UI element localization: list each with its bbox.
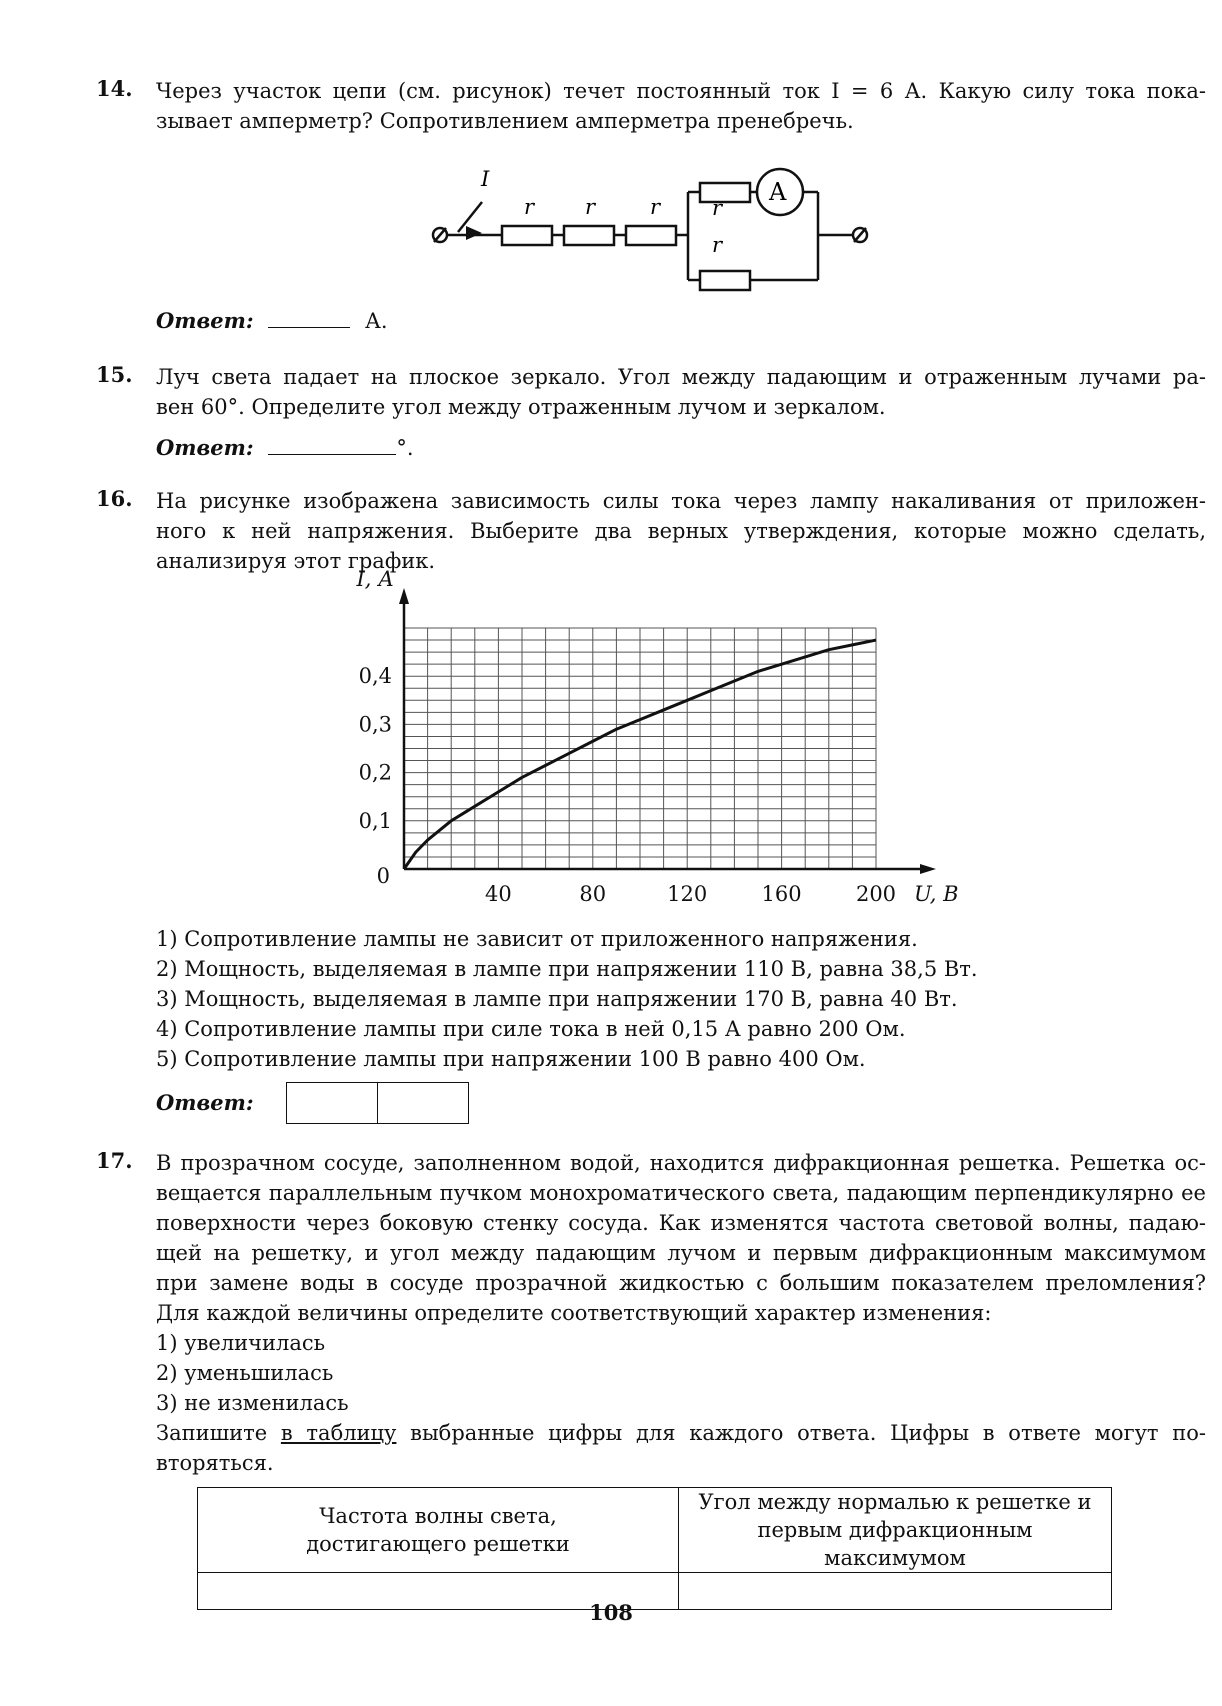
q17-choice-3: 3) не изменилась	[156, 1391, 349, 1415]
q14-answer-blank[interactable]	[268, 327, 350, 328]
svg-text:r: r	[650, 195, 661, 219]
q17-write-instruction-2: вторяться.	[156, 1451, 274, 1475]
q14-answer-label: Ответ:	[156, 308, 254, 333]
q16-line-2: ного к ней напряжения. Выберите два верных утверждения, которые можно сделать,	[156, 519, 1206, 543]
q16-option-1: 1) Сопротивление лампы не зависит от приложенного напряжения.	[156, 927, 918, 951]
x-axis-arrow	[920, 864, 936, 874]
q14-line-2: зывает амперметр? Сопротивлением амперметра пренебречь.	[156, 109, 854, 133]
q14-circuit-diagram	[420, 160, 880, 300]
q14-number: 14.	[96, 76, 133, 101]
svg-text:r: r	[712, 233, 723, 257]
current-arrowhead	[466, 226, 482, 240]
q17-line-1: В прозрачном сосуде, заполненном водой, находится дифракционная решетка. Решетка ос-	[156, 1151, 1206, 1175]
x-tick-label: 120	[667, 882, 708, 906]
q16-answer-label: Ответ:	[156, 1090, 254, 1115]
y-tick-label: 0,1	[358, 808, 392, 833]
resistor-5	[700, 271, 750, 290]
resistor-2	[564, 226, 614, 245]
current-voltage-chart	[340, 567, 960, 916]
q16-line-3: анализируя этот график.	[156, 549, 436, 573]
x-axis-label: U, В	[914, 882, 959, 906]
q17-choice-2: 2) уменьшилась	[156, 1361, 334, 1385]
q16-line-1: На рисунке изображена зависимость силы тока через лампу накаливания от приложен-	[156, 489, 1206, 513]
resistor-4	[700, 183, 750, 202]
svg-text:r: r	[712, 196, 723, 220]
q16-option-2: 2) Мощность, выделяемая в лампе при напряжении 110 В, равна 38,5 Вт.	[156, 957, 978, 981]
q17-choice-1: 1) увеличилась	[156, 1331, 326, 1355]
y-tick-label: 0,3	[358, 712, 392, 737]
chart-axes	[399, 588, 936, 874]
q16-answer-boxes	[286, 1082, 469, 1124]
ammeter-label: A	[769, 178, 787, 206]
q16-option-3: 3) Мощность, выделяемая в лампе при напряжении 170 В, равна 40 Вт.	[156, 987, 958, 1011]
q15-line-1: Луч света падает на плоское зеркало. Угол между падающим и отраженным лучами ра-	[156, 365, 1206, 389]
q15-line-2: вен 60°. Определите угол между отраженным лучом и зеркалом.	[156, 395, 886, 419]
q17-number: 17.	[96, 1148, 133, 1173]
x-tick-label: 80	[579, 882, 607, 906]
q14-answer	[156, 308, 388, 333]
q16-answer-box-2[interactable]	[378, 1083, 469, 1124]
q17-line-5: при замене воды в сосуде прозрачной жидкостью с большим показателем преломления?	[156, 1271, 1206, 1295]
q17-line-6: Для каждой величины определите соответствующий характер изменения:	[156, 1301, 992, 1325]
q15-answer-blank[interactable]	[268, 454, 396, 455]
chart-grid	[404, 628, 876, 869]
x-tick-label: 40	[485, 882, 512, 906]
x-tick-label: 160	[761, 882, 802, 906]
q15-number: 15.	[96, 362, 133, 387]
resistor-1	[502, 226, 552, 245]
page-number: 108	[589, 1600, 633, 1625]
q17-header-angle: Угол между нормалью к решетке и первым дифракционным максимумом	[679, 1488, 1112, 1573]
origin-label: 0	[376, 864, 390, 888]
q17-line-2: вещается параллельным пучком монохроматического света, падающим перпендикулярно ее	[156, 1181, 1206, 1205]
q17-line-4: щей на решетку, и угол между падающим лучом и первым дифракционным максимумом	[156, 1241, 1206, 1265]
q14-line-1: Через участок цепи (см. рисунок) течет постоянный ток I = 6 А. Какую силу тока пока-	[156, 79, 1206, 103]
q17-answer-table	[197, 1487, 1112, 1610]
q16-number: 16.	[96, 486, 133, 511]
q16-option-4: 4) Сопротивление лампы при силе тока в ней 0,15 А равно 200 Ом.	[156, 1017, 906, 1041]
y-tick-label: 0,4	[358, 664, 392, 689]
q16-option-5: 5) Сопротивление лампы при напряжении 100 В равно 400 Ом.	[156, 1047, 866, 1071]
q17-line-3: поверхности через боковую стенку сосуда. Как изменятся частота световой волны, падаю-	[156, 1211, 1206, 1235]
q15-answer	[156, 435, 414, 460]
q17-write-instruction: Запишите в таблицу выбранные цифры для каждого ответа. Цифры в ответе могут по-	[156, 1421, 1206, 1445]
y-tick-label: 0,2	[358, 760, 392, 785]
q17-table-link: в таблицу	[280, 1421, 397, 1445]
y-axis-label: I, А	[356, 567, 394, 591]
current-label: I	[481, 167, 490, 191]
svg-text:r: r	[524, 195, 535, 219]
q14-answer-unit: А.	[365, 309, 388, 333]
y-axis-arrow	[399, 588, 409, 604]
svg-text:r: r	[585, 195, 596, 219]
current-arrow	[458, 202, 482, 232]
q15-answer-label: Ответ:	[156, 435, 254, 460]
q16-answer-box-1[interactable]	[287, 1083, 378, 1124]
x-tick-label: 200	[855, 882, 897, 906]
resistor-3	[626, 226, 676, 245]
q17-header-frequency: Частота волны света, достигающего решетки	[198, 1488, 679, 1573]
q15-answer-unit: °.	[396, 436, 414, 460]
